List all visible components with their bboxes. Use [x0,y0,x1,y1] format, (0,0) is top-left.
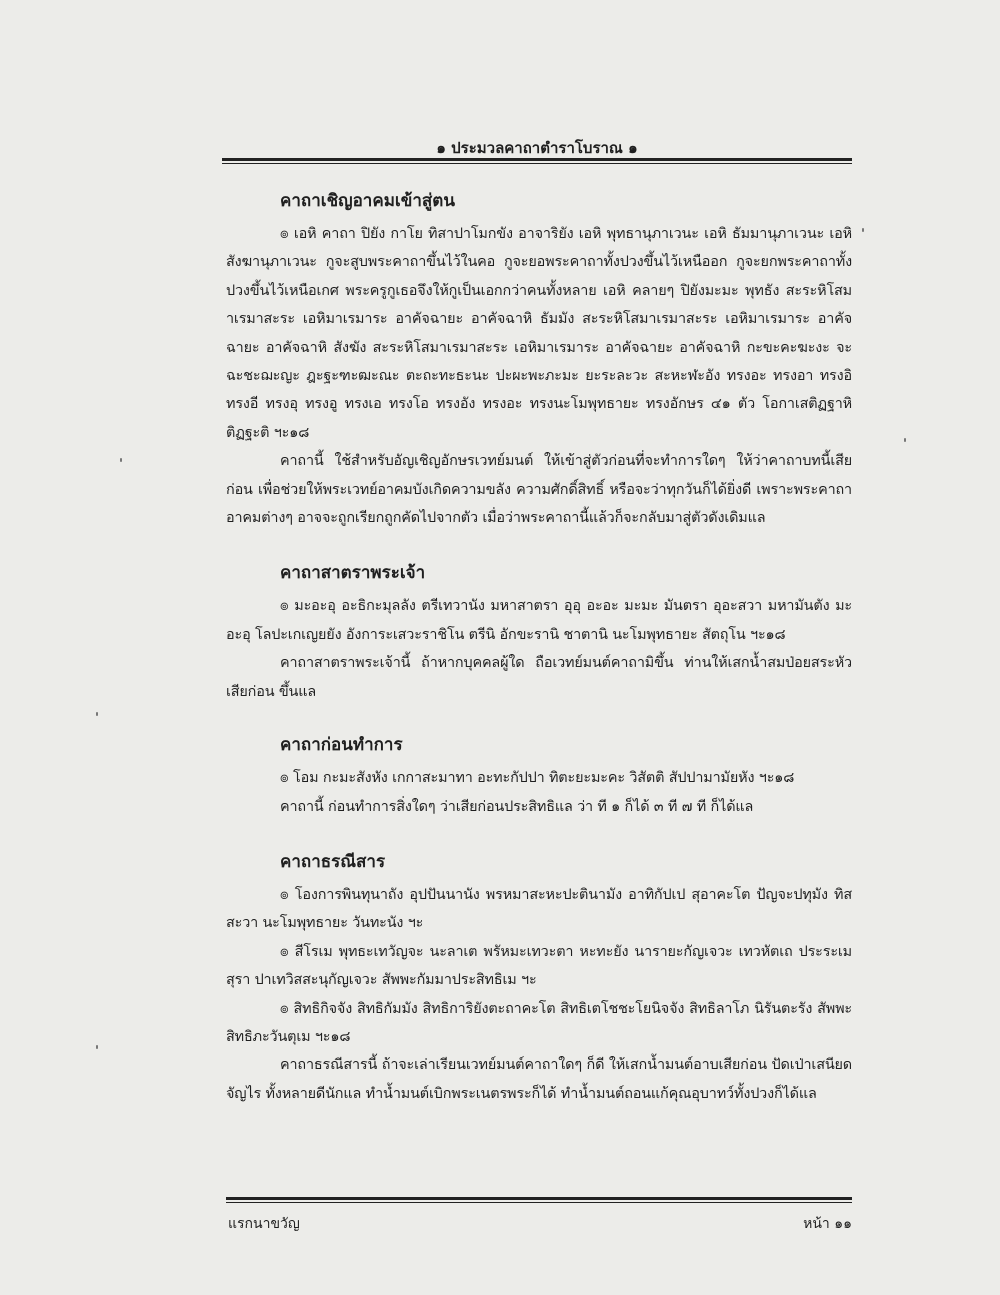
section-title: คาถาสาตราพระเจ้า [280,563,426,584]
scan-speck [904,438,906,442]
footer-rule [226,1197,852,1203]
main-content [226,186,852,1108]
section-title: คาถาเชิญอาคมเข้าสู่ตน [280,191,455,211]
paragraph: ๏ โองการพินทุนาถัง อุปปันนานัง พรหมาสะหะปะตินามัง อาทิกัปเป สุอาคะโต ปัญจะปทุมัง ทิสสะวา นะโมพุทธายะ วันทะนัง ฯะ [226,886,852,932]
section-invite-incantation [226,186,852,532]
footer-book-title: แรกนาขวัญ [228,1216,300,1232]
paragraph: ๏ โอม กะมะสังหัง เกกาสะมาทา อะทะกัปปา ทิตะยะมะคะ วิสัตติ สัปปามามัยหัง ฯะ๑๘ [280,770,795,787]
section-before-work [226,730,852,821]
paragraph: คาถานี้ ก่อนทำการสิ่งใดๆ ว่าเสียก่อนประสิทธิแล ว่า ที ๑ ก็ได้ ๓ ที ๗ ที ก็ได้แล [280,798,754,815]
scan-speck [96,712,98,716]
section-buddha-weapon [226,558,852,706]
scan-speck [862,228,864,232]
paragraph: ๏ สิทธิกิจจัง สิทธิกัมมัง สิทธิการิยังตะถาคะโต สิทธิเตโชชะโยนิจจัง สิทธิลาโภ นิรันตะรัง สัพพะสิทธิภะวันตุเม ฯะ๑๘ [226,1000,852,1045]
header-rule [222,158,852,164]
paragraph: ๏ มะอะอุ อะธิกะมุลลัง ตรีเทวานัง มหาสาตรา อุอุ อะอะ มะมะ มันตรา อุอะสวา มหามันตัง มะอะอุ โลปะเกเญยยัง อังการะเสวะราชิโน ตรีนิ อักขะรานิ ชาตานิ นะโมพุทธายะ สัตถุโน ฯะ๑๘ [226,598,852,643]
running-header: ๑ ประมวลคาถาตำราโบราณ ๑ [436,139,638,157]
paragraph: คาถาสาตราพระเจ้านี้ ถ้าหากบุคคลผู้ใด ถือเวทย์มนต์คาถามิขึ้น ท่านให้เสกน้ำสมป่อยสระหัวเสียก่อน ขึ้นแล [226,655,852,700]
footer-page-number: หน้า ๑๑ [803,1216,852,1232]
section-title: คาถาธรณีสาร [280,851,386,872]
paragraph: ๏ สีโรเม พุทธะเทวัญจะ นะลาเต พรัหมะเทวะตา หะทะยัง นารายะกัญเจวะ เทวหัตเถ ประระเมสุรา ปาเทวิสสะนุกัญเจวะ สัพพะกัมมาประสิทธิเม ฯะ [226,943,852,989]
paragraph: คาถานี้ ใช้สำหรับอัญเชิญอักษรเวทย์มนต์ ให้เข้าสู่ตัวก่อนที่จะทำการใดๆ ให้ว่าคาถาบทนี้เสียก่อน เพื่อช่วยให้พระเวทย์อาคมบังเกิดความขลัง ความศักดิ์สิทธิ์ หรือจะว่าทุกวันก็ได้ยิ่งดี เพราะพระคาถาอาคมต่างๆ อาจจะถูกเรียกถูกคัดไปจากตัว เมื่อว่าพระคาถานี้แล้วก็จะกลับมาสู่ตัวดังเดิมแล [226,453,852,527]
scan-speck [96,1045,98,1049]
paragraph: คาถาธรณีสารนี้ ถ้าจะเล่าเรียนเวทย์มนต์คาถาใดๆ ก็ดี ให้เสกน้ำมนต์อาบเสียก่อน ปัดเป่าเสนียดจัญไร ทั้งหลายดีนักแล ทำน้ำมนต์เบิกพระเนตรพระก็ได้ ทำน้ำมนต์ถอนแก้คุณอุบาทว์ทั้งปวงก็ได้แล [226,1057,852,1102]
section-earth-essence [226,847,852,1108]
scan-speck [120,458,122,462]
section-title: คาถาก่อนทำการ [280,735,403,756]
paragraph: ๏ เอหิ คาถา ปิยัง กาโย ทิสาปาโมกขัง อาจาริยัง เอหิ พุทธานุภาเวนะ เอหิ ธัมมานุภาเวนะ เอหิ สังฆานุภาเวนะ กูจะสูบพระคาถาขึ้นไว้ในคอ กูจะยอพระคาถาทั้งปวงขึ้นไว้เหนืออก กูจะยกพระคาถาทั้งปวงขึ้นไว้เหนือเกศ พระครูกูเธอจึงให้กูเป็นเอกกว่าคนทั้งหลาย เอหิ คลายๆ ปิยังมะมะ พุทธัง สะระหิโสมาเรมาสะระ เอหิมาเรมาระ อาคัจฉายะ อาคัจฉาหิ ธัมมัง สะระหิโสมาเรมาสะระ เอหิมาเรมาระ อาคัจฉายะ อาคัจฉาหิ สังฆัง สะระหิโสมาเรมาสะระ เอหิมาเรมาระ อาคัจฉายะ อาคัจฉาหิ กะขะคะฆะงะ จะฉะชะฌะญะ ฎะฐะฑะฒะณะ ตะถะทะธะนะ ปะผะพะภะมะ ยะระละวะ สะหะฬะอัง ทรงอะ ทรงอา ทรงอิ ทรงอี ทรงอุ ทรงอู ทรงเอ ทรงโอ ทรงอัง ทรงอะ ทรงนะโมพุทธายะ ทรงอักษร ๔๑ ตัว โอกาเสติฏฐาหิ ติฏฐะติ ฯะ๑๘ [226,226,852,441]
